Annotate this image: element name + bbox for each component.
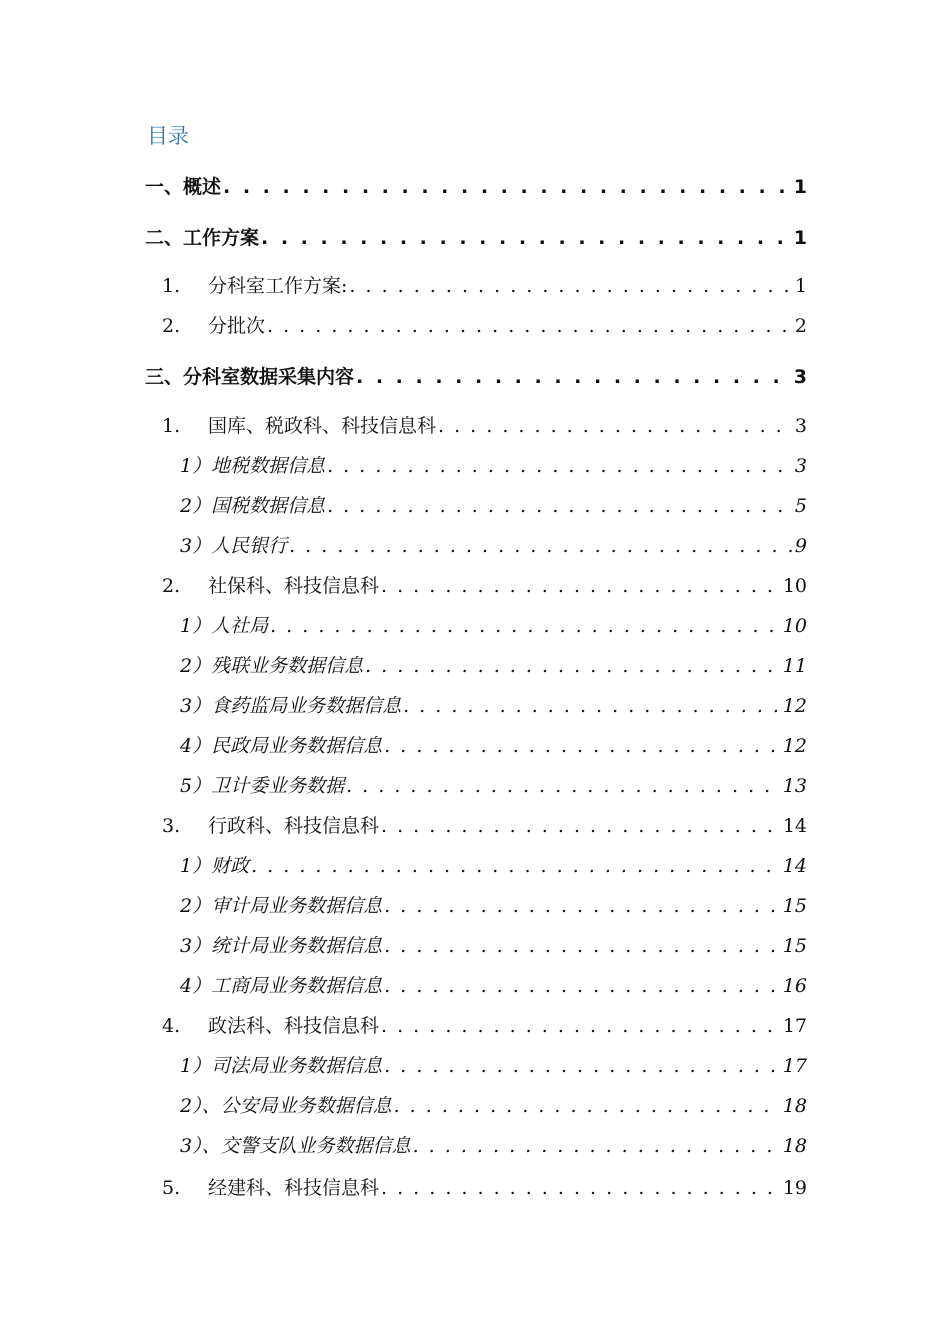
- dot-leader: [384, 891, 781, 921]
- dot-leader: [384, 971, 781, 1001]
- toc-entry-label: 2）残联业务数据信息: [180, 655, 364, 677]
- toc-entry-traffic-police[interactable]: [180, 1131, 807, 1161]
- toc-entry-label: 3）食药监局业务数据信息: [180, 695, 402, 717]
- toc-page-number: 3: [794, 415, 807, 437]
- toc-page-number: 5: [794, 495, 807, 517]
- toc-entry-treasury[interactable]: [162, 411, 807, 441]
- toc-entry-politics-law[interactable]: [162, 1011, 807, 1041]
- toc-entry-dept-plan[interactable]: [162, 271, 807, 301]
- dot-leader: [384, 731, 781, 761]
- toc-entry-national-tax[interactable]: [180, 491, 807, 521]
- dot-leader: [346, 771, 781, 801]
- toc-page-number: 15: [782, 895, 807, 917]
- toc-entry-label: 3）统计局业务数据信息: [180, 935, 383, 957]
- toc-entry-number: 3.: [162, 815, 181, 837]
- toc-entry-label: 二、工作方案: [145, 227, 260, 249]
- toc-entry-number: 1.: [162, 415, 181, 437]
- toc-page-number: 11: [782, 655, 807, 677]
- toc-entry-overview[interactable]: [145, 172, 807, 202]
- toc-entry-label: 分科室工作方案:: [208, 275, 348, 297]
- dot-leader: [270, 611, 781, 641]
- toc-page-number: 10: [782, 615, 807, 637]
- toc-entry-label: 3）人民银行: [180, 535, 288, 557]
- toc-page-number: 18: [782, 1135, 807, 1157]
- dot-leader: [413, 1131, 781, 1161]
- toc-entry-label: 经建科、科技信息科: [208, 1177, 380, 1199]
- toc-page-number: 14: [782, 855, 807, 877]
- dot-leader: [381, 571, 781, 601]
- toc-entry-peoples-bank[interactable]: [180, 531, 807, 561]
- toc-entry-label: 4）民政局业务数据信息: [180, 735, 383, 757]
- toc-entry-number: 2.: [162, 575, 181, 597]
- dot-leader: [384, 1051, 781, 1081]
- toc-entry-label: 4）工商局业务数据信息: [180, 975, 383, 997]
- dot-leader: [261, 223, 792, 253]
- toc-entry-justice[interactable]: [180, 1051, 807, 1081]
- dot-leader: [381, 1011, 781, 1041]
- toc-entry-administration[interactable]: [162, 811, 807, 841]
- toc-page-number: 14: [782, 815, 807, 837]
- dot-leader: [327, 491, 793, 521]
- toc-page-number: 18: [782, 1095, 807, 1117]
- toc-page-number: 19: [782, 1177, 807, 1199]
- toc-entry-commerce[interactable]: [180, 971, 807, 1001]
- dot-leader: [251, 851, 781, 881]
- toc-page-number: 3: [794, 455, 807, 477]
- dot-leader: [394, 1091, 781, 1121]
- toc-entry-local-tax[interactable]: [180, 451, 807, 481]
- toc-entry-public-security[interactable]: [180, 1091, 807, 1121]
- toc-page-number: 13: [782, 775, 807, 797]
- dot-leader: [289, 531, 793, 561]
- toc-title: 目录: [147, 124, 189, 148]
- toc-entry-social-security[interactable]: [162, 571, 807, 601]
- toc-entry-label: 2）审计局业务数据信息: [180, 895, 383, 917]
- toc-entry-data-collection[interactable]: [145, 362, 807, 392]
- dot-leader: [327, 451, 793, 481]
- toc-page-number: 1: [793, 176, 807, 198]
- toc-page-number: 12: [782, 735, 807, 757]
- toc-entry-label: 三、分科室数据采集内容: [145, 366, 355, 388]
- toc-page-number: 12: [782, 695, 807, 717]
- toc-page-number: 1: [793, 227, 807, 249]
- toc-entry-hr-bureau[interactable]: [180, 611, 807, 641]
- toc-entry-civil-affairs[interactable]: [180, 731, 807, 761]
- toc-page-number: 17: [782, 1055, 807, 1077]
- dot-leader: [381, 1173, 781, 1203]
- toc-entry-label: 社保科、科技信息科: [208, 575, 380, 597]
- toc-entry-label: 2）国税数据信息: [180, 495, 326, 517]
- dot-leader: [438, 411, 793, 441]
- toc-entry-audit[interactable]: [180, 891, 807, 921]
- toc-entry-number: 4.: [162, 1015, 181, 1037]
- toc-entry-health-commission[interactable]: [180, 771, 807, 801]
- toc-entry-label: 1）财政: [180, 855, 250, 877]
- toc-entry-finance[interactable]: [180, 851, 807, 881]
- dot-leader: [403, 691, 781, 721]
- dot-leader: [267, 311, 793, 341]
- toc-entry-label: 5）卫计委业务数据: [180, 775, 345, 797]
- toc-entry-number: 1.: [162, 275, 181, 297]
- toc-entry-label: 国库、税政科、科技信息科: [208, 415, 437, 437]
- toc-entry-label: 分批次: [208, 315, 266, 337]
- dot-leader: [356, 362, 792, 392]
- toc-page-number: 16: [782, 975, 807, 997]
- toc-entry-food-drug[interactable]: [180, 691, 807, 721]
- toc-entry-label: 政法科、科技信息科: [208, 1015, 380, 1037]
- toc-page-number: 1: [794, 275, 807, 297]
- toc-page-number: 9: [794, 535, 807, 557]
- dot-leader: [349, 271, 793, 301]
- toc-entry-batches[interactable]: [162, 311, 807, 341]
- toc-entry-label: 1）司法局业务数据信息: [180, 1055, 383, 1077]
- toc-entry-label: 1）地税数据信息: [180, 455, 326, 477]
- toc-entry-work-plan[interactable]: [145, 223, 807, 253]
- toc-page-number: 3: [793, 366, 807, 388]
- toc-entry-economic-construction[interactable]: [162, 1173, 807, 1203]
- dot-leader: [381, 811, 781, 841]
- dot-leader: [384, 931, 781, 961]
- toc-page-number: 17: [782, 1015, 807, 1037]
- toc-entry-disabled-federation[interactable]: [180, 651, 807, 681]
- dot-leader: [223, 172, 792, 202]
- toc-entry-label: 3）、交警支队业务数据信息: [180, 1135, 411, 1157]
- toc-entry-label: 2）、公安局业务数据信息: [180, 1095, 392, 1117]
- toc-page-number: 10: [782, 575, 807, 597]
- toc-entry-label: 行政科、科技信息科: [208, 815, 380, 837]
- toc-entry-label: 1）人社局: [180, 615, 269, 637]
- toc-entry-statistics[interactable]: [180, 931, 807, 961]
- toc-entry-number: 2.: [162, 315, 181, 337]
- toc-entry-number: 5.: [162, 1177, 181, 1199]
- toc-page-number: 2: [794, 315, 807, 337]
- toc-entry-label: 一、概述: [145, 176, 222, 198]
- dot-leader: [365, 651, 781, 681]
- toc-page-number: 15: [782, 935, 807, 957]
